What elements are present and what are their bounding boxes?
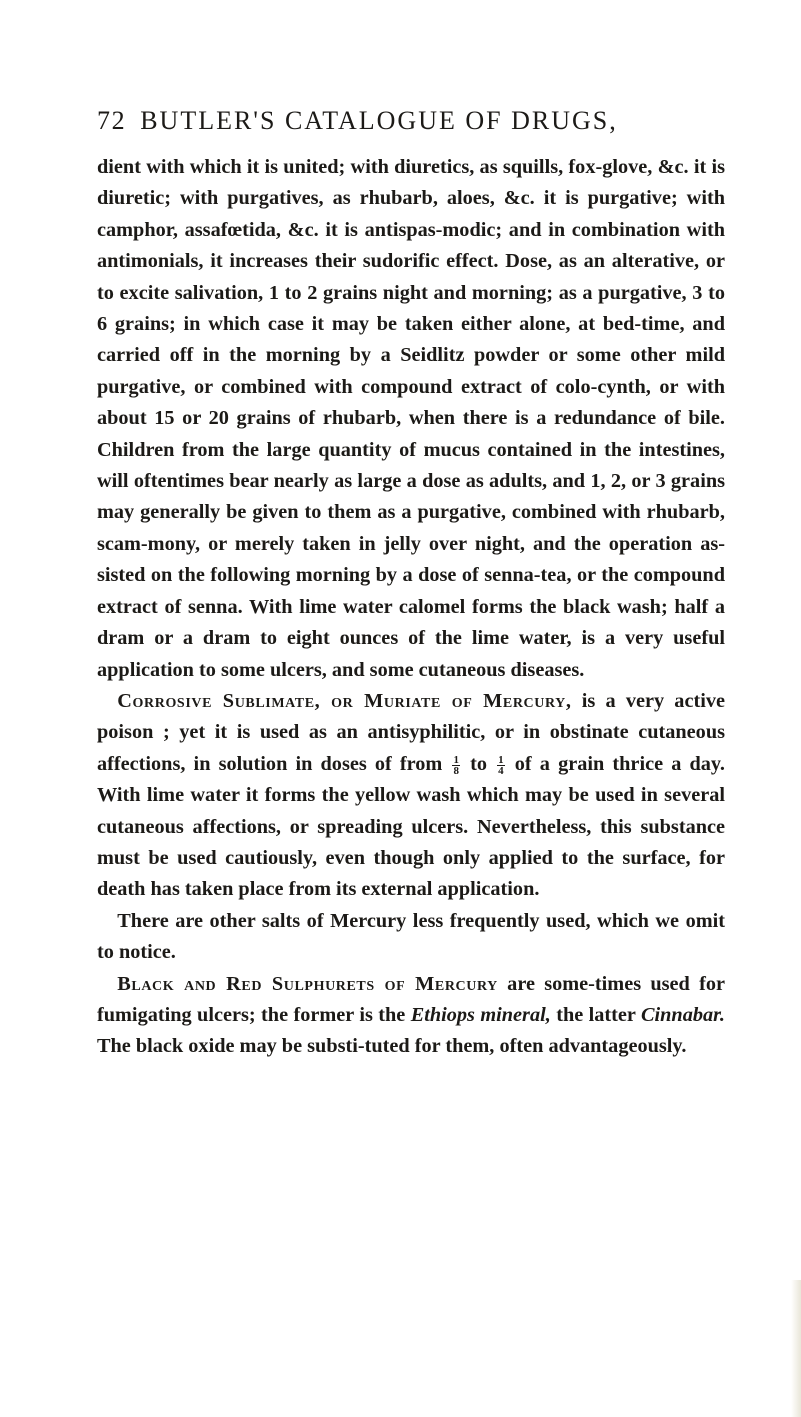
paragraph-text: of a grain thrice a day. With lime water it forms the yellow wash which may be used in several cutaneous affections, or spreading ulcers. Nevertheless, this substance must be used cautiously, even though only applied to the surface, for death has taken place from its external application. (97, 752, 725, 901)
running-title: BUTLER'S CATALOGUE OF DRUGS, (140, 106, 618, 135)
entry-heading: Black and Red Sulphurets of Mercury (117, 972, 498, 995)
fraction-denominator: 4 (498, 764, 504, 777)
page-edge-shadow (791, 1280, 801, 1417)
paragraph-text: is a very active poison ; yet it is used as an antisyphilitic, or in obstinate cutaneous affections, in solution in doses of from (97, 689, 725, 775)
paragraph-corrosive-sublimate (97, 686, 725, 906)
paragraph-text: The black oxide may be substi-tuted for them, often advantageously. (97, 1035, 687, 1058)
italic-term: Cinnabar. (640, 1003, 725, 1026)
paragraph-sulphurets (97, 969, 725, 1063)
page-number: 72 (97, 106, 127, 135)
paragraph-text: the latter (550, 1003, 641, 1026)
running-header (97, 106, 737, 136)
paragraph-text: are some-times used for fumigating ulcers; the former is the (97, 972, 725, 1026)
paragraph-text: There are other salts of Mercury less frequently used, which we omit to notice. (97, 909, 725, 964)
fraction-denominator: 8 (453, 764, 459, 777)
body-text (97, 152, 725, 1063)
fraction-one-eighth (452, 755, 460, 776)
paragraph-other-salts (97, 906, 725, 969)
fraction-numerator: 1 (498, 753, 504, 766)
fraction-one-quarter (497, 755, 505, 776)
italic-term: Ethiops mineral, (410, 1003, 551, 1026)
paragraph-calomel-continued: dient with which it is united; with diuretics, as squills, fox-glove, &c. it is diuretic; with purgatives, as rhubarb, aloes, &c. it is purgative; with camphor, assafœtida, &c. it is antispas-modic; and in combination with antimonials, it increases their sudorific effect. Dose, as an alterative, or to excite salivation, 1 to 2 grains night and morning; as a purgative, 3 to 6 grains; in which case it may be taken either alone, at bed-time, and carried off in the morning by a Seidlitz powder or some other mild purgative, or combined with compound extract of colo-cynth, or with about 15 or 20 grains of rhubarb, when there is a redundance of bile. Children from the large quantity of mucus contained in the intestines, will oftentimes bear nearly as large a dose as adults, and 1, 2, or 3 grains may generally be given to them as a purgative, combined with rhubarb, scam-mony, or merely taken in jelly over night, and the operation as-sisted on the following morning by a dose of senna-tea, or the compound extract of senna. With lime water calomel forms the black wash; half a dram or a dram to eight ounces of the lime water, is a very useful application to some ulcers, and some cutaneous diseases. (97, 156, 725, 681)
fraction-numerator: 1 (453, 753, 459, 766)
entry-heading: Corrosive Sublimate, or Muriate of Mercury, (117, 689, 572, 712)
paragraph-text: to (470, 752, 487, 775)
